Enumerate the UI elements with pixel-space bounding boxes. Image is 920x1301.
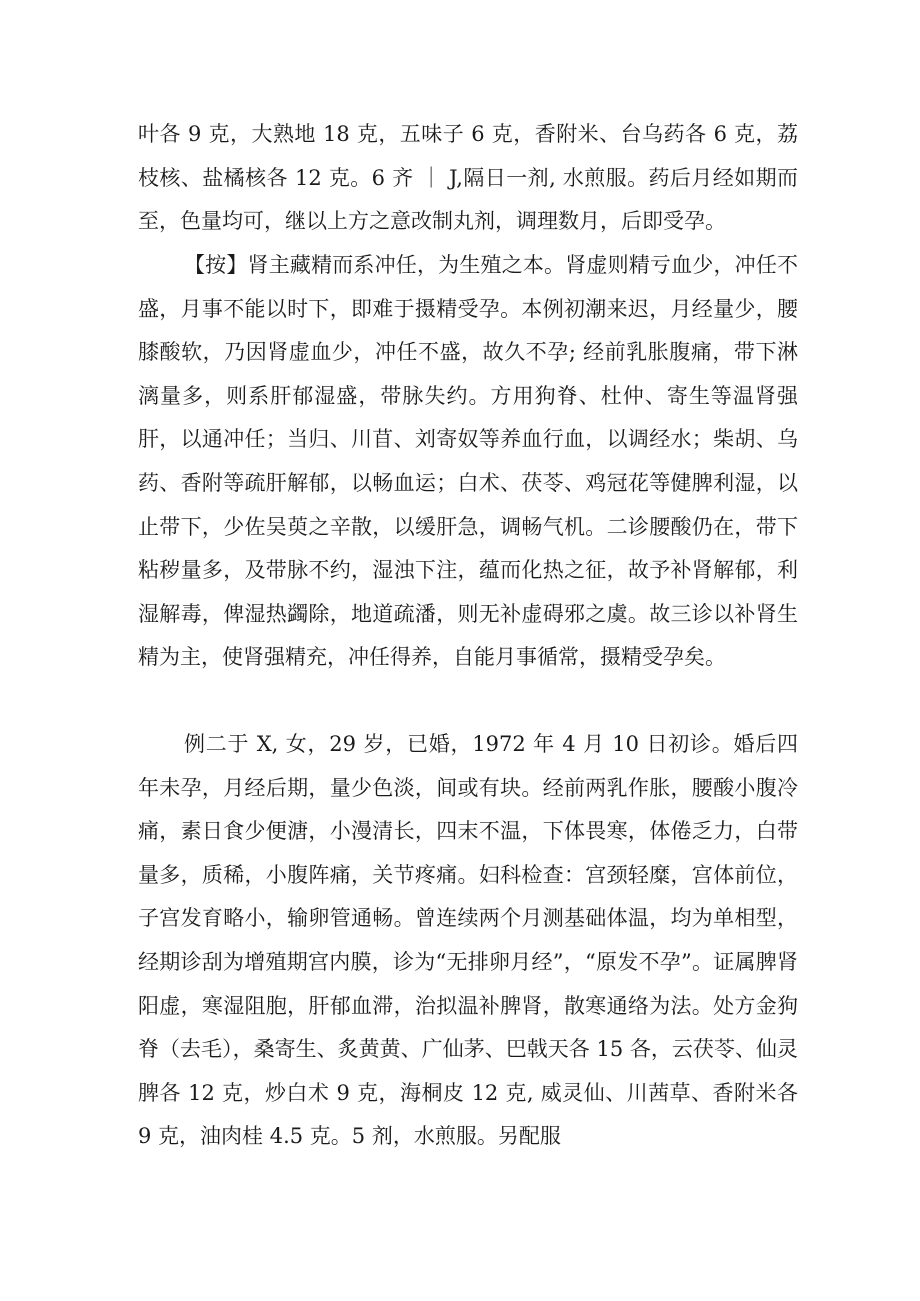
text-block-case-two xyxy=(138,723,798,1159)
paragraph-commentary: 【按】肾主藏精而系冲任，为生殖之本。肾虚则精亏血少，冲任不盛，月事不能以时下，即难于摄精受孕。本例初潮来迟，月经量少，腰膝酸软，乃因肾虚血少，冲任不盛，故久不孕; 经前乳胀腹痛，带下淋漓量多，则系肝郁湿盛，带脉失约。方用狗脊、杜仲、寄生等温肾强肝，以通冲任；当归、川苜、刘寄奴等养血行血，以调经水；柴胡、乌药、香附等疏肝解郁，以畅血运；白术、茯苓、鸡冠花等健脾利湿，以止带下，少佐吴萸之辛散，以缓肝急，调畅气机。二诊腰酸仍在，带下粘秽量多，及带脉不约，湿浊下注，蕴而化热之征，故予补肾解郁，利湿解毒，俾湿热蠲除，地道疏潘，则无补虚碍邪之虞。故三诊以补肾生精为主，使肾强精充，冲任得养，自能月事循常，摄精受孕矣。 xyxy=(138,253,798,670)
text-block-continuation xyxy=(138,113,798,244)
text-block-commentary xyxy=(138,244,798,680)
paragraph-prescription-continuation: 叶各 9 克，大熟地 18 克，五味子 6 克，香附米、台乌药各 6 克，荔枝核、盐橘核各 12 克。6 齐 ｜ J,隔日一剂, 水煎服。药后月经如期而至，色量均可，继以上方之意改制丸剂，调理数月，后即受孕。 xyxy=(138,122,798,234)
paragraph-case-two: 例二于 X, 女，29 岁，已婚，1972 年 4 月 10 日初诊。婚后四年未孕，月经后期，量少色淡，间或有块。经前两乳作胀，腰酸小腹冷痛，素日食少便溏，小漫清长，四末不温，下体畏寒，体倦乏力，白带量多，质稀，小腹阵痛，关节疼痛。妇科检查：宫颈轻糜，宫体前位，子宫发育略小，输卵管通畅。曾连续两个月测基础体温，均为单相型，经期诊刮为增殖期宫内膜，诊为“无排卵月经”，“原发不孕”。证属脾肾阳虚，寒湿阻胞，肝郁血滞，治拟温补脾肾，散寒通络为法。处方金狗脊（去毛），桑寄生、炙黄黄、广仙茅、巴戟天各 15 各，云茯苓、仙灵脾各 12 克，炒白术 9 克，海桐皮 12 克, 威灵仙、川茜草、香附米各 9 克，油肉桂 4.5 克。5 剂，水煎服。另配服 xyxy=(138,732,798,1149)
